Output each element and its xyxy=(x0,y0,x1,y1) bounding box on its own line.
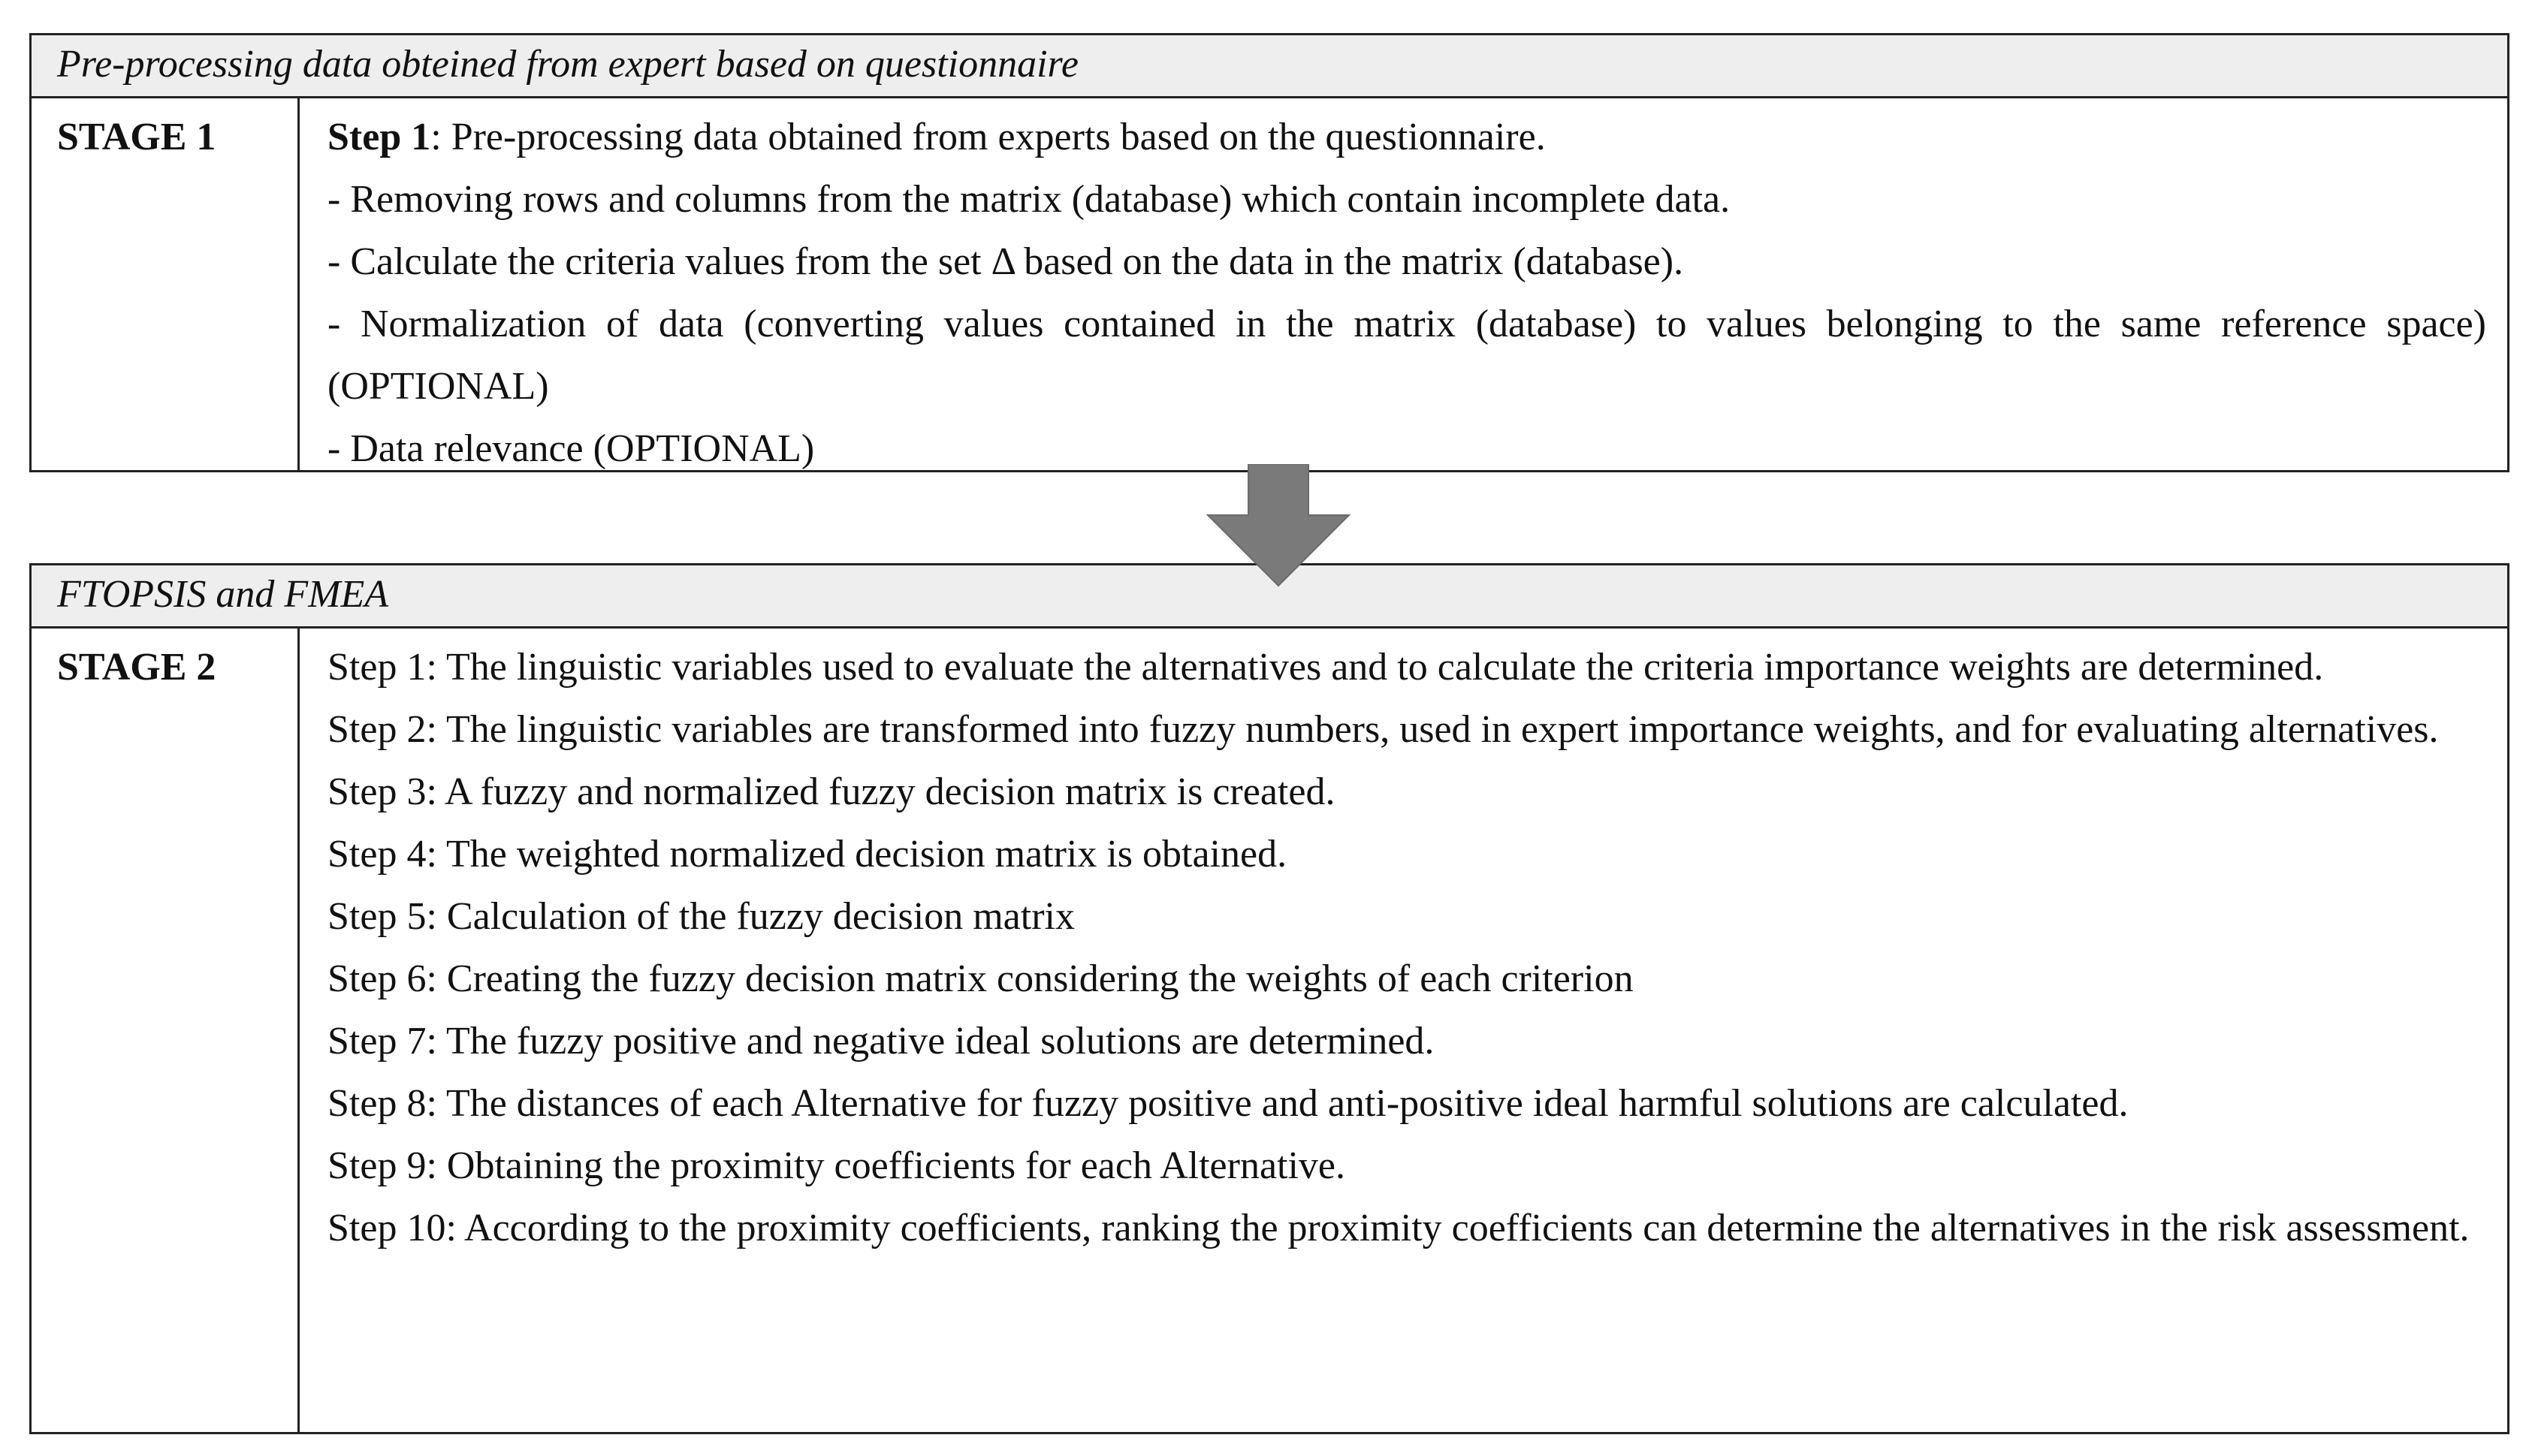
stage1-item-data-relevance: - Data relevance (OPTIONAL) xyxy=(327,427,815,470)
stage1-panel xyxy=(29,33,2509,472)
down-arrow-shape xyxy=(1208,464,1349,586)
stage2-step-1: Step 1: The linguistic variables used to evaluate the alternatives and to calculate the criteria importance weights are determined. xyxy=(327,646,2324,689)
stage2-step-8: Step 8: The distances of each Alternative for fuzzy positive and anti-positive ideal harmful solutions are calculated. xyxy=(327,1082,2129,1125)
stage2-step-2: Step 2: The linguistic variables are transformed into fuzzy numbers, used in expert importance weights, and for evaluating alternatives. xyxy=(327,708,2439,751)
stage2-label: STAGE 2 xyxy=(57,646,216,689)
stage2-step-7: Step 7: The fuzzy positive and negative ideal solutions are determined. xyxy=(327,1020,1435,1063)
stage2-step-6: Step 6: Creating the fuzzy decision matrix considering the weights of each criterion xyxy=(327,957,1634,1000)
stage1-divider xyxy=(297,96,300,470)
stage2-step-list xyxy=(327,636,2486,1259)
stage1-step-1-title: Step 1 xyxy=(327,116,431,158)
stage1-header: Pre-processing data obteined from expert based on questionnaire xyxy=(32,35,2507,98)
stage1-step-1 xyxy=(327,106,2486,168)
stage2-step-4: Step 4: The weighted normalized decision matrix is obtained. xyxy=(327,833,1287,876)
down-arrow-icon xyxy=(1203,464,1354,590)
stage2-step-9: Step 9: Obtaining the proximity coefficients for each Alternative. xyxy=(327,1144,1345,1187)
stage2-step-10: Step 10: According to the proximity coefficients, ranking the proximity coefficients can determine the alternatives in the risk assessment. xyxy=(327,1207,2470,1250)
stage1-item-normalization: - Normalization of data (converting values contained in the matrix (database) to values belonging to the same reference space) (OPTIONAL) xyxy=(327,303,2486,408)
stage2-step-5: Step 5: Calculation of the fuzzy decision matrix xyxy=(327,895,1075,938)
stage1-item-remove-rows: - Removing rows and columns from the matrix (database) which contain incomplete data. xyxy=(327,178,1731,221)
stage2-divider xyxy=(297,626,300,1432)
stage1-item-calculate-criteria: - Calculate the criteria values from the set Δ based on the data in the matrix (database). xyxy=(327,240,1684,283)
stage1-label: STAGE 1 xyxy=(57,116,216,158)
stage2-header: FTOPSIS and FMEA xyxy=(32,565,2507,629)
stage2-step-3: Step 3: A fuzzy and normalized fuzzy decision matrix is created. xyxy=(327,770,1335,813)
stage2-panel xyxy=(29,563,2509,1434)
stage1-step-1-text: : Pre-processing data obtained from experts based on the questionnaire. xyxy=(430,116,1546,158)
stage1-step-list xyxy=(327,106,2486,480)
